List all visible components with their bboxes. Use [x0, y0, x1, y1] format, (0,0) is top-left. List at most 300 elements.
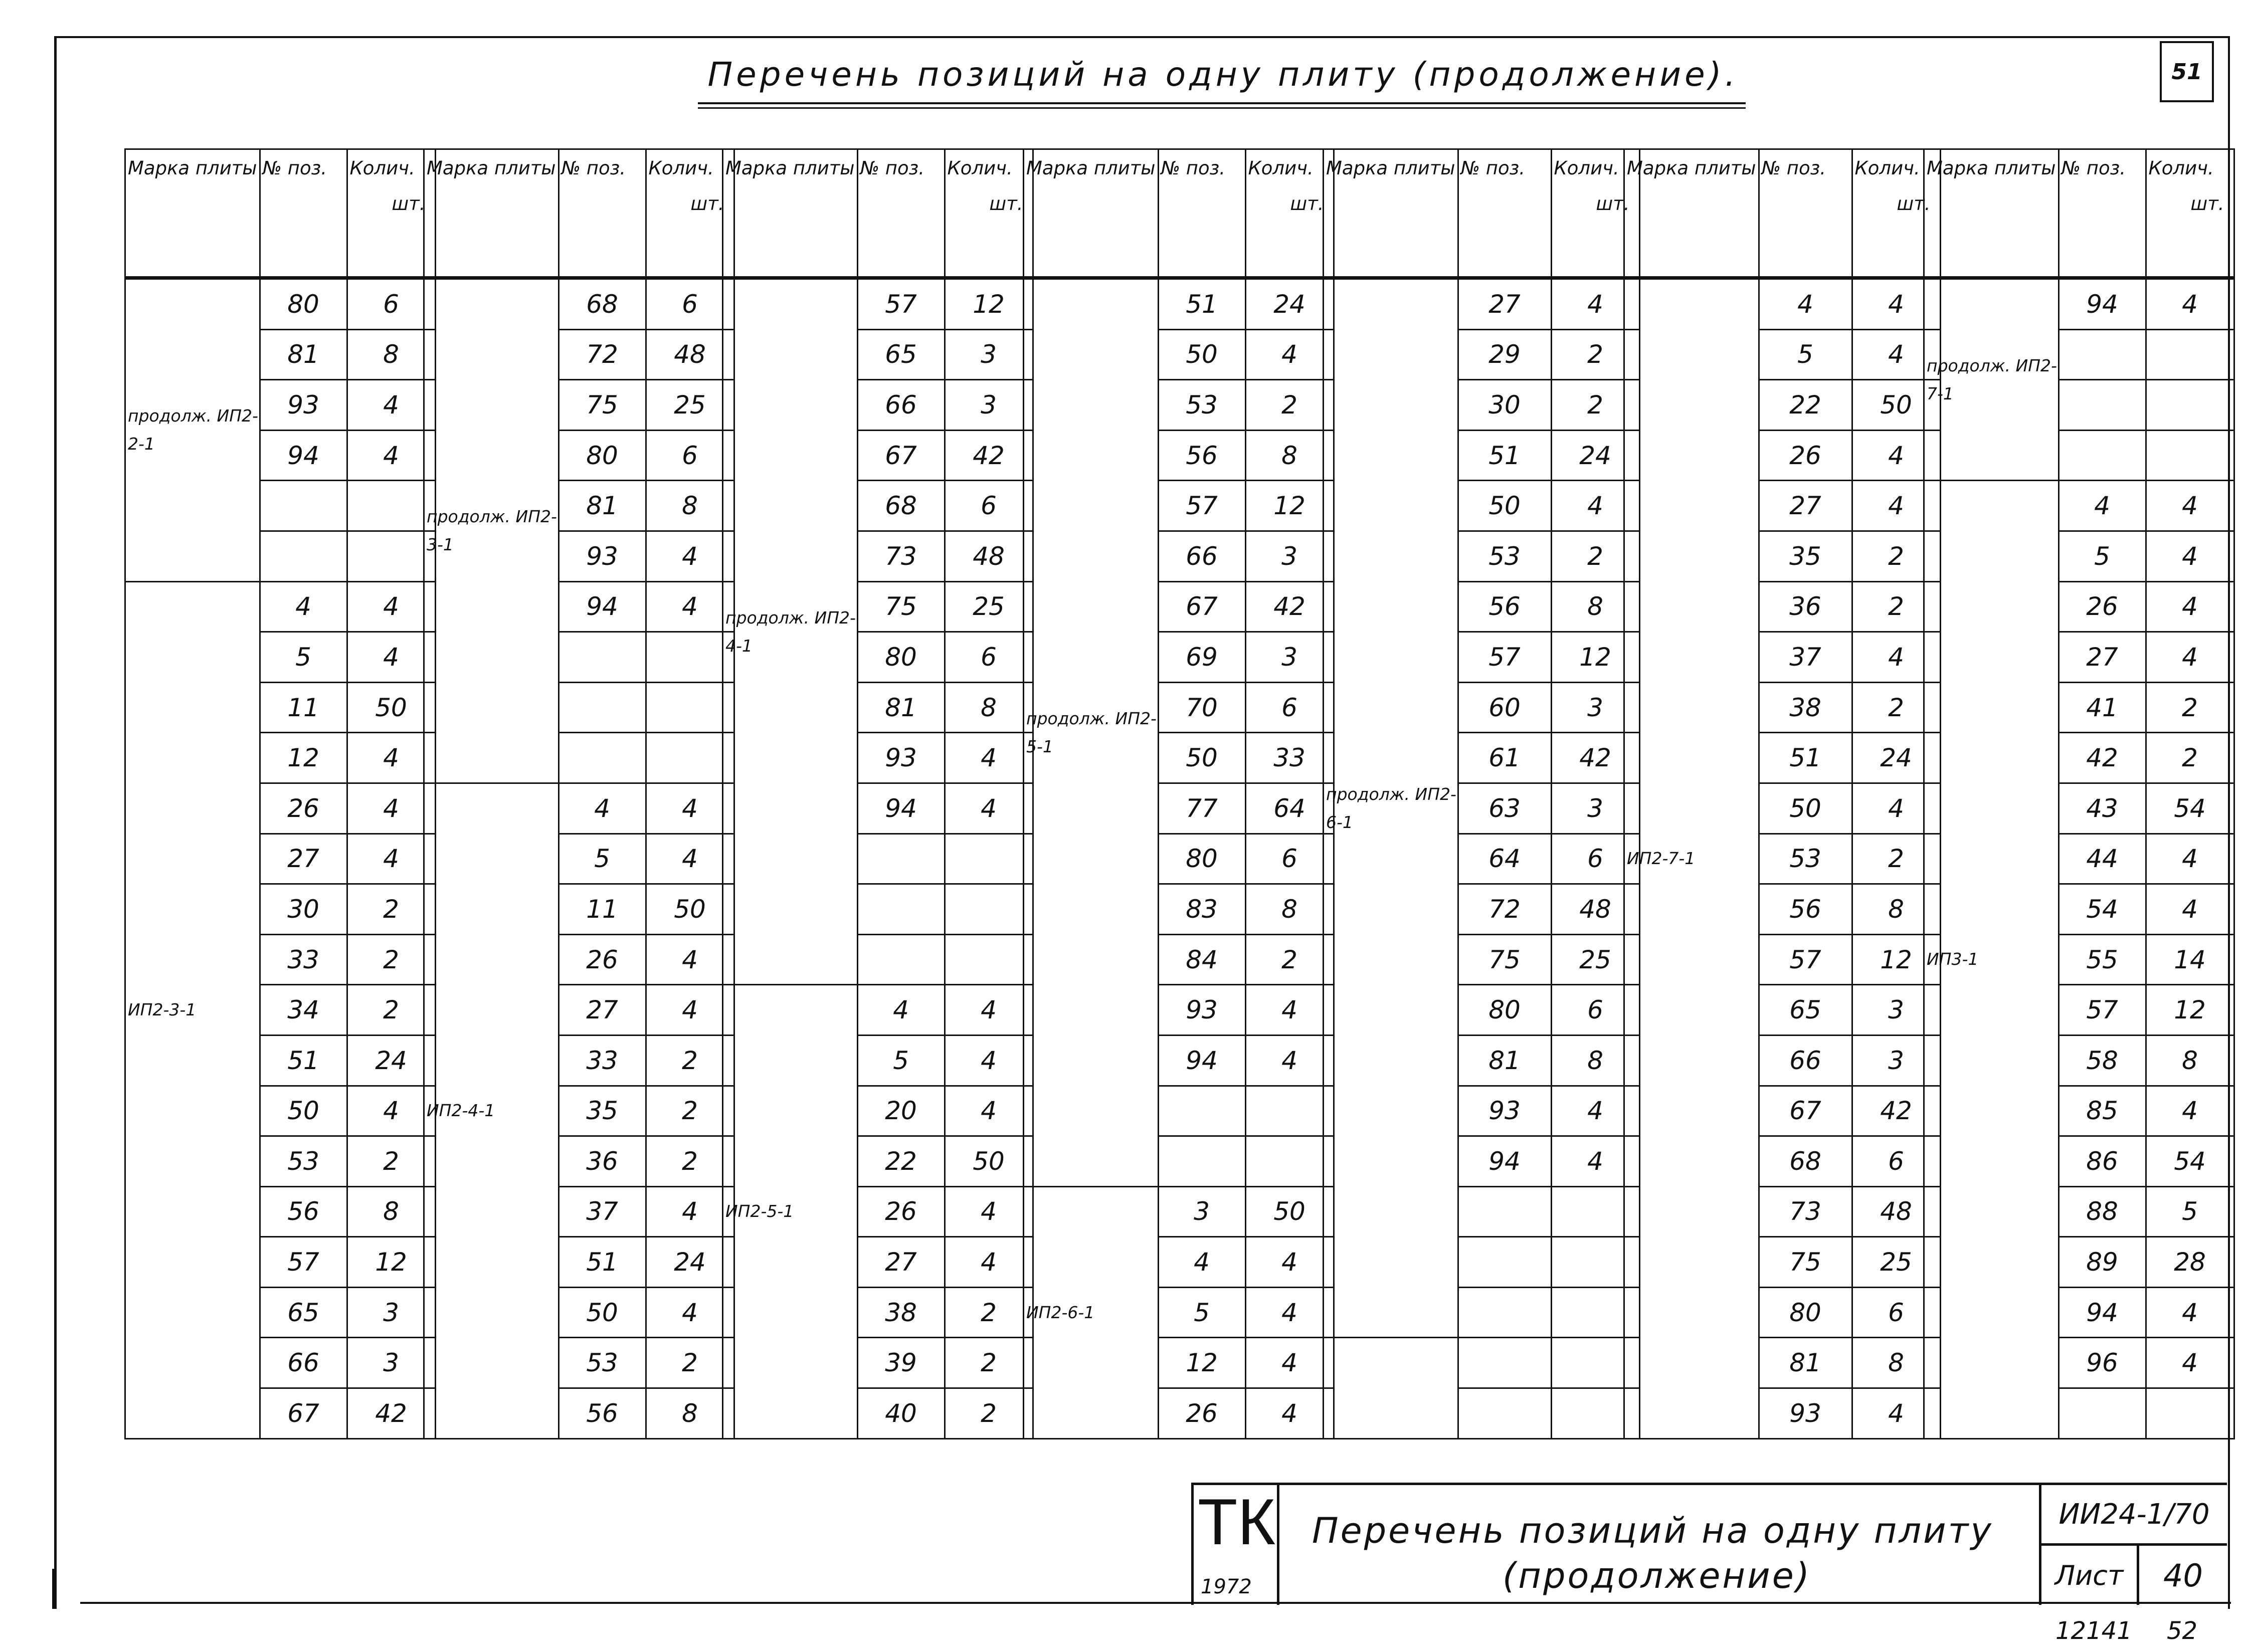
position-number: 27 — [2058, 632, 2146, 683]
quantity: 6 — [1551, 834, 1639, 884]
header-unit: шт. — [690, 193, 724, 215]
quantity: 3 — [1852, 1035, 1940, 1086]
position-number: 50 — [1759, 783, 1852, 834]
position-number: 66 — [857, 380, 945, 431]
position-number: 26 — [558, 934, 646, 985]
header-unit: шт. — [1897, 193, 1931, 215]
stamp-document-code: ИИ24-1/70 — [2041, 1485, 2227, 1546]
footer-page-number: 52 — [2167, 1617, 2198, 1645]
quantity — [945, 834, 1033, 884]
quantity: 4 — [646, 581, 734, 632]
header-quantity: Колич. шт. — [2146, 149, 2234, 278]
position-number: 26 — [1158, 1388, 1245, 1439]
position-number: 67 — [857, 430, 945, 481]
quantity: 2 — [1852, 834, 1940, 884]
position-number: 81 — [260, 329, 347, 380]
quantity: 4 — [646, 985, 734, 1036]
position-number: 68 — [857, 481, 945, 531]
position-number: 96 — [2058, 1338, 2146, 1388]
position-number: 85 — [2058, 1086, 2146, 1136]
footer-inventory-number: 12141 — [2055, 1617, 2132, 1645]
position-number: 57 — [857, 278, 945, 330]
position-number: 60 — [1458, 682, 1551, 733]
quantity — [1245, 1136, 1334, 1187]
position-number — [558, 733, 646, 783]
position-number — [1458, 1237, 1551, 1288]
quantity — [347, 481, 435, 531]
table-row — [1024, 1186, 1334, 1237]
position-number: 83 — [1158, 884, 1245, 935]
position-number: 3 — [1158, 1186, 1245, 1237]
quantity: 54 — [2146, 1136, 2234, 1187]
quantity: 2 — [646, 1086, 734, 1136]
corner-sheet-number: 51 — [2160, 41, 2214, 102]
header-unit: шт. — [1596, 193, 1630, 215]
quantity: 4 — [2146, 1086, 2234, 1136]
header-mark: Марка плиты — [723, 149, 858, 278]
slab-mark: продолж. ИП2-6-1 — [1324, 278, 1458, 1338]
position-number: 26 — [1759, 430, 1852, 481]
quantity: 4 — [2146, 884, 2234, 935]
position-number — [1158, 1136, 1245, 1187]
quantity: 4 — [1245, 1338, 1334, 1388]
position-number: 27 — [260, 834, 347, 884]
position-number: 33 — [260, 934, 347, 985]
positions-table — [124, 148, 436, 1439]
quantity: 2 — [1245, 380, 1334, 431]
quantity — [646, 632, 734, 683]
slab-mark: ИП3-1 — [1924, 481, 2059, 1438]
table-row — [1324, 1338, 1640, 1388]
position-number: 4 — [1759, 278, 1852, 330]
quantity: 4 — [1852, 329, 1940, 380]
position-number: 55 — [2058, 934, 2146, 985]
quantity: 4 — [2146, 834, 2234, 884]
quantity: 25 — [646, 380, 734, 431]
position-number: 70 — [1158, 682, 1245, 733]
header-quantity: Колич. шт. — [347, 149, 435, 278]
stamp-title-line2: (продолжение) — [1503, 1555, 1812, 1596]
quantity: 4 — [347, 632, 435, 683]
header-unit: шт. — [1290, 193, 1324, 215]
position-number: 27 — [1759, 481, 1852, 531]
slab-mark: ИП2-4-1 — [424, 783, 559, 1438]
quantity: 5 — [2146, 1186, 2234, 1237]
position-number: 4 — [2058, 481, 2146, 531]
quantity: 28 — [2146, 1237, 2234, 1288]
quantity: 48 — [1852, 1186, 1940, 1237]
header-position: № поз. — [260, 149, 347, 278]
position-number — [857, 834, 945, 884]
position-number: 54 — [2058, 884, 2146, 935]
position-number — [558, 682, 646, 733]
position-number: 56 — [1158, 430, 1245, 481]
quantity: 24 — [1551, 430, 1639, 481]
table-row — [1924, 278, 2234, 330]
position-number: 57 — [1759, 934, 1852, 985]
quantity: 50 — [646, 884, 734, 935]
page-title: Перечень позиций на одну плиту (продолжение). — [707, 55, 1739, 94]
quantity: 48 — [646, 329, 734, 380]
position-number: 65 — [260, 1287, 347, 1338]
header-unit: шт. — [989, 193, 1023, 215]
position-number: 81 — [1759, 1338, 1852, 1388]
header-position: № поз. — [1158, 149, 1245, 278]
quantity: 4 — [2146, 278, 2234, 330]
quantity: 4 — [2146, 481, 2234, 531]
quantity — [646, 682, 734, 733]
quantity: 24 — [1852, 733, 1940, 783]
position-number: 57 — [1458, 632, 1551, 683]
quantity: 2 — [945, 1287, 1033, 1338]
positions-table — [1623, 148, 1941, 1439]
slab-mark — [1324, 1338, 1458, 1438]
quantity: 4 — [347, 834, 435, 884]
quantity: 42 — [1551, 733, 1639, 783]
quantity: 25 — [945, 581, 1033, 632]
quantity — [945, 884, 1033, 935]
stamp-right-cells — [2039, 1485, 2229, 1605]
quantity — [2146, 1388, 2234, 1439]
positions-table — [1323, 148, 1640, 1439]
quantity: 4 — [1551, 278, 1639, 330]
quantity: 4 — [1852, 430, 1940, 481]
position-number: 4 — [260, 581, 347, 632]
quantity: 42 — [1245, 581, 1334, 632]
quantity: 64 — [1245, 783, 1334, 834]
header-mark: Марка плиты — [1024, 149, 1159, 278]
quantity: 42 — [347, 1388, 435, 1439]
stamp-logo-cell — [1194, 1485, 1279, 1605]
table-row — [1924, 481, 2234, 531]
position-number: 94 — [558, 581, 646, 632]
slab-mark: продолж. ИП2-5-1 — [1024, 278, 1159, 1187]
quantity: 8 — [1245, 884, 1334, 935]
position-number: 53 — [558, 1338, 646, 1388]
quantity: 4 — [1245, 1388, 1334, 1439]
stamp-title-line1: Перечень позиций на одну плиту — [1312, 1510, 1993, 1551]
quantity: 2 — [347, 884, 435, 935]
quantity: 4 — [1852, 1388, 1940, 1439]
position-number: 84 — [1158, 934, 1245, 985]
margin-mark — [52, 1569, 55, 1609]
position-number: 37 — [558, 1186, 646, 1237]
header-quantity: Колич. шт. — [1551, 149, 1639, 278]
table-row — [723, 985, 1033, 1036]
position-number: 51 — [260, 1035, 347, 1086]
position-number: 64 — [1458, 834, 1551, 884]
quantity: 4 — [1245, 1287, 1334, 1338]
position-number — [1458, 1287, 1551, 1338]
quantity: 12 — [2146, 985, 2234, 1036]
quantity: 2 — [1852, 682, 1940, 733]
slab-mark: ИП2-6-1 — [1024, 1186, 1159, 1438]
quantity: 25 — [1551, 934, 1639, 985]
position-number: 93 — [1158, 985, 1245, 1036]
slab-mark: продолж. ИП2-4-1 — [723, 278, 858, 985]
header-mark: Марка плиты — [424, 149, 559, 278]
position-number: 41 — [2058, 682, 2146, 733]
position-number: 94 — [2058, 278, 2146, 330]
position-number — [857, 934, 945, 985]
quantity: 4 — [945, 733, 1033, 783]
position-number: 4 — [857, 985, 945, 1036]
quantity: 6 — [646, 278, 734, 330]
position-number: 11 — [558, 884, 646, 935]
position-number: 51 — [1458, 430, 1551, 481]
quantity: 42 — [1852, 1086, 1940, 1136]
position-number: 27 — [857, 1237, 945, 1288]
quantity: 4 — [1245, 329, 1334, 380]
quantity: 3 — [1551, 783, 1639, 834]
quantity: 4 — [1852, 481, 1940, 531]
quantity: 2 — [945, 1388, 1033, 1439]
quantity: 4 — [347, 1086, 435, 1136]
quantity: 6 — [347, 278, 435, 330]
table-row — [424, 783, 734, 834]
slab-mark: продолж. ИП2-2-1 — [125, 278, 260, 582]
position-number: 5 — [558, 834, 646, 884]
header-position: № поз. — [1458, 149, 1551, 278]
quantity: 4 — [1852, 783, 1940, 834]
position-number: 93 — [1759, 1388, 1852, 1439]
position-number: 57 — [1158, 481, 1245, 531]
position-number: 53 — [260, 1136, 347, 1187]
quantity: 4 — [1245, 985, 1334, 1036]
quantity: 4 — [2146, 1287, 2234, 1338]
position-number: 26 — [260, 783, 347, 834]
position-number: 77 — [1158, 783, 1245, 834]
quantity: 50 — [1852, 380, 1940, 431]
quantity: 50 — [945, 1136, 1033, 1187]
quantity: 4 — [945, 1086, 1033, 1136]
position-number — [1458, 1388, 1551, 1439]
position-number: 30 — [1458, 380, 1551, 431]
quantity: 4 — [646, 783, 734, 834]
position-number: 50 — [1458, 481, 1551, 531]
quantity: 4 — [2146, 531, 2234, 581]
position-number — [857, 884, 945, 935]
position-number: 43 — [2058, 783, 2146, 834]
positions-table — [722, 148, 1034, 1439]
quantity — [646, 733, 734, 783]
quantity: 4 — [2146, 1338, 2234, 1388]
position-number: 50 — [1158, 329, 1245, 380]
quantity: 8 — [1551, 1035, 1639, 1086]
quantity: 3 — [1245, 632, 1334, 683]
quantity: 4 — [646, 531, 734, 581]
positions-table — [1023, 148, 1335, 1439]
quantity: 4 — [945, 783, 1033, 834]
position-number: 35 — [1759, 531, 1852, 581]
quantity: 3 — [945, 329, 1033, 380]
position-number: 94 — [1458, 1136, 1551, 1187]
position-number: 94 — [2058, 1287, 2146, 1338]
position-number — [2058, 329, 2146, 380]
table-row — [1624, 278, 1941, 330]
position-number: 67 — [1759, 1086, 1852, 1136]
position-number: 44 — [2058, 834, 2146, 884]
title-block — [1191, 1483, 2227, 1605]
quantity: 50 — [347, 682, 435, 733]
position-number: 72 — [1458, 884, 1551, 935]
position-number: 65 — [1759, 985, 1852, 1036]
quantity: 6 — [1852, 1287, 1940, 1338]
quantity: 48 — [945, 531, 1033, 581]
position-number: 4 — [1158, 1237, 1245, 1288]
quantity: 2 — [945, 1338, 1033, 1388]
quantity: 2 — [646, 1136, 734, 1187]
position-number — [260, 481, 347, 531]
position-number: 5 — [857, 1035, 945, 1086]
position-number: 75 — [558, 380, 646, 431]
quantity: 33 — [1245, 733, 1334, 783]
positions-table — [1923, 148, 2235, 1439]
quantity: 12 — [945, 278, 1033, 330]
quantity: 2 — [347, 1136, 435, 1187]
quantity: 8 — [945, 682, 1033, 733]
position-number: 63 — [1458, 783, 1551, 834]
position-number: 27 — [558, 985, 646, 1036]
quantity — [1245, 1086, 1334, 1136]
position-number: 26 — [857, 1186, 945, 1237]
stamp-sheet-number: 40 — [2163, 1557, 2203, 1594]
quantity: 4 — [2146, 632, 2234, 683]
position-number: 50 — [558, 1287, 646, 1338]
quantity: 6 — [1852, 1136, 1940, 1187]
quantity: 3 — [1245, 531, 1334, 581]
quantity: 3 — [1551, 682, 1639, 733]
quantity: 42 — [945, 430, 1033, 481]
quantity: 2 — [646, 1035, 734, 1086]
position-number: 80 — [1158, 834, 1245, 884]
position-number: 5 — [260, 632, 347, 683]
slab-mark: продолж. ИП2-3-1 — [424, 278, 559, 783]
position-number: 42 — [2058, 733, 2146, 783]
position-number: 80 — [857, 632, 945, 683]
quantity: 4 — [1245, 1237, 1334, 1288]
quantity: 2 — [347, 985, 435, 1036]
position-number: 51 — [1759, 733, 1852, 783]
position-number: 75 — [1458, 934, 1551, 985]
position-number: 75 — [1759, 1237, 1852, 1288]
position-number — [2058, 1388, 2146, 1439]
position-number: 80 — [558, 430, 646, 481]
quantity: 4 — [347, 783, 435, 834]
position-number — [1458, 1186, 1551, 1237]
position-number: 81 — [558, 481, 646, 531]
position-number: 5 — [1759, 329, 1852, 380]
stamp-year: 1972 — [1201, 1575, 1252, 1598]
position-number: 53 — [1158, 380, 1245, 431]
quantity: 6 — [945, 632, 1033, 683]
position-number: 61 — [1458, 733, 1551, 783]
quantity: 4 — [1852, 632, 1940, 683]
position-number: 68 — [558, 278, 646, 330]
header-quantity: Колич. шт. — [1852, 149, 1940, 278]
position-number: 73 — [857, 531, 945, 581]
quantity: 54 — [2146, 783, 2234, 834]
position-number: 33 — [558, 1035, 646, 1086]
position-number: 93 — [857, 733, 945, 783]
quantity: 14 — [2146, 934, 2234, 985]
quantity: 8 — [347, 1186, 435, 1237]
quantity: 4 — [646, 834, 734, 884]
position-number: 39 — [857, 1338, 945, 1388]
quantity: 4 — [945, 985, 1033, 1036]
position-number: 38 — [857, 1287, 945, 1338]
quantity — [945, 934, 1033, 985]
quantity: 2 — [2146, 733, 2234, 783]
position-number: 36 — [1759, 581, 1852, 632]
position-number: 29 — [1458, 329, 1551, 380]
quantity: 4 — [646, 934, 734, 985]
position-number: 75 — [857, 581, 945, 632]
position-number: 51 — [558, 1237, 646, 1288]
position-number: 93 — [1458, 1086, 1551, 1136]
quantity — [2146, 430, 2234, 481]
quantity: 8 — [646, 481, 734, 531]
position-number: 94 — [857, 783, 945, 834]
quantity: 12 — [1852, 934, 1940, 985]
quantity: 4 — [945, 1035, 1033, 1086]
quantity: 4 — [1551, 1086, 1639, 1136]
position-number: 72 — [558, 329, 646, 380]
slab-mark: ИП2-7-1 — [1624, 278, 1759, 1439]
quantity: 2 — [1245, 934, 1334, 985]
position-number: 5 — [1158, 1287, 1245, 1338]
position-number: 57 — [2058, 985, 2146, 1036]
quantity: 4 — [1551, 1136, 1639, 1187]
quantity: 4 — [347, 380, 435, 431]
title-underline-second — [698, 107, 1746, 109]
stamp-sheet-label: Лист — [2041, 1546, 2139, 1605]
position-number: 93 — [260, 380, 347, 431]
quantity: 6 — [1551, 985, 1639, 1036]
quantity: 8 — [2146, 1035, 2234, 1086]
quantity: 3 — [347, 1287, 435, 1338]
position-number: 26 — [2058, 581, 2146, 632]
position-number: 65 — [857, 329, 945, 380]
quantity — [2146, 380, 2234, 431]
quantity: 6 — [945, 481, 1033, 531]
quantity: 2 — [1551, 329, 1639, 380]
table-row — [125, 581, 436, 632]
position-number: 66 — [1158, 531, 1245, 581]
header-mark: Марка плиты — [1324, 149, 1458, 278]
position-number: 80 — [1458, 985, 1551, 1036]
header-position: № поз. — [1759, 149, 1852, 278]
position-number — [2058, 380, 2146, 431]
quantity: 8 — [1245, 430, 1334, 481]
slab-mark: ИП2-3-1 — [125, 581, 260, 1438]
position-number: 53 — [1759, 834, 1852, 884]
quantity: 8 — [1551, 581, 1639, 632]
position-number: 93 — [558, 531, 646, 581]
quantity: 2 — [2146, 682, 2234, 733]
quantity: 24 — [646, 1237, 734, 1288]
quantity: 50 — [1245, 1186, 1334, 1237]
position-number: 66 — [1759, 1035, 1852, 1086]
position-number: 4 — [558, 783, 646, 834]
position-number: 89 — [2058, 1237, 2146, 1288]
quantity: 4 — [347, 581, 435, 632]
position-number: 56 — [558, 1388, 646, 1439]
table-row — [1324, 278, 1640, 330]
position-number: 86 — [2058, 1136, 2146, 1187]
position-number — [2058, 430, 2146, 481]
quantity: 2 — [646, 1338, 734, 1388]
